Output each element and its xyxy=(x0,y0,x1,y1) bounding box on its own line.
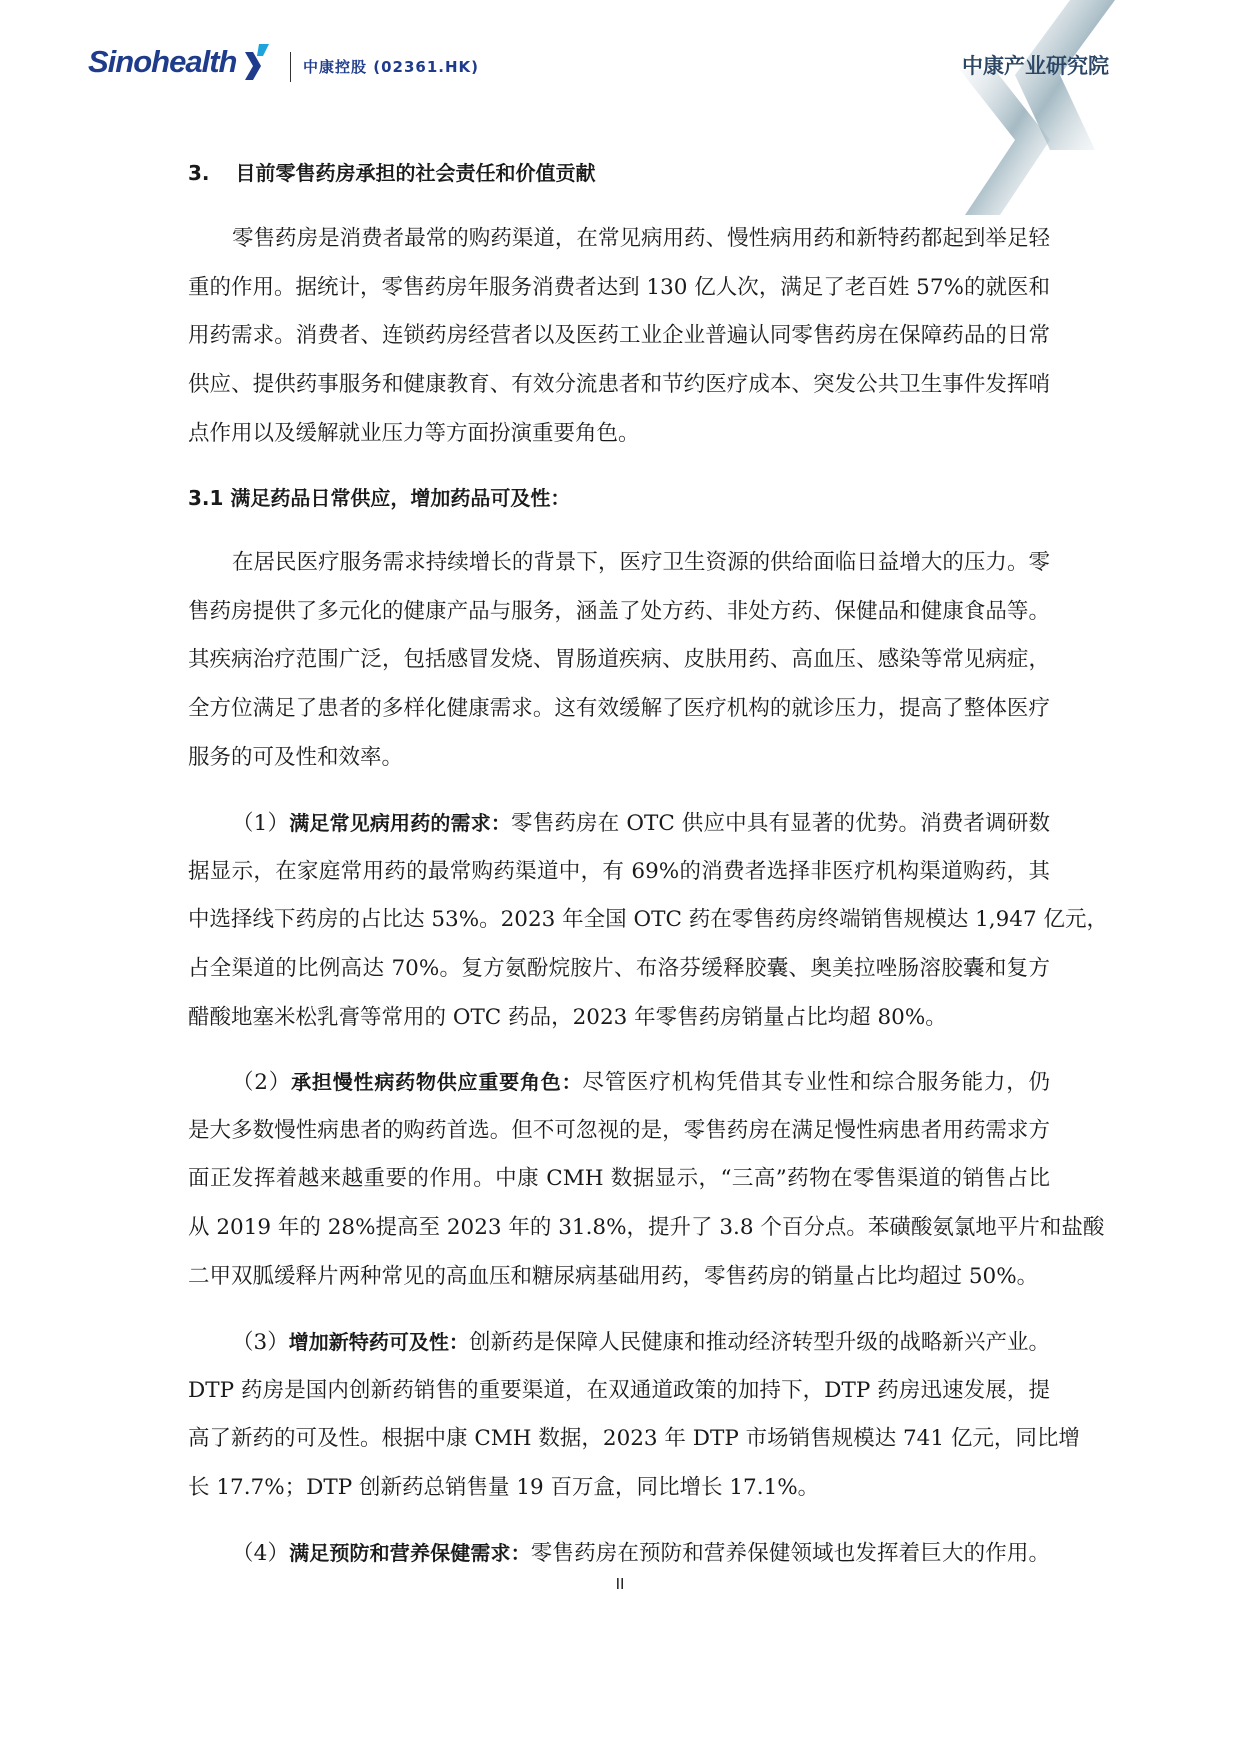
bold-lead: 满足预防和营养保健需求： xyxy=(289,1541,531,1565)
text-line: 重的作用。据统计，零售药房年服务消费者达到 130 亿人次，满足了老百姓 57%的就医和 xyxy=(188,274,1050,300)
section-title: 目前零售药房承担的社会责任和价值贡献 xyxy=(235,161,596,185)
company-ticker: 中康控股 (02361.HK) xyxy=(303,58,479,76)
institute-name: 中康产业研究院 xyxy=(962,54,1109,78)
item-number: （3） xyxy=(232,1330,289,1355)
text-line: 据显示，在家庭常用药的最常购药渠道中，有 69%的消费者选择非医疗机构渠道购药，其 xyxy=(188,858,1050,884)
text-line: 点作用以及缓解就业压力等方面扮演重要角色。 xyxy=(188,420,640,446)
text-line: 全方位满足了患者的多样化健康需求。这有效缓解了医疗机构的就诊压力，提高了整体医疗 xyxy=(188,696,1050,722)
text-line xyxy=(188,1058,1050,1107)
text-line xyxy=(188,799,1050,848)
text: 尽管医疗机构凭借其专业性和综合服务能力，仍 xyxy=(582,1070,1050,1095)
page-number: II xyxy=(615,1575,625,1593)
text-line: 供应、提供药事服务和健康教育、有效分流患者和节约医疗成本、突发公共卫生事件发挥哨 xyxy=(188,372,1050,398)
subsection-heading xyxy=(188,474,1050,523)
header-divider xyxy=(290,52,291,82)
text-line: 服务的可及性和效率。 xyxy=(188,744,404,770)
text-line: 售药房提供了多元化的健康产品与服务，涵盖了处方药、非处方药、保健品和健康食品等。 xyxy=(188,598,1050,624)
text-line: 零售药房是消费者最常的购药渠道，在常见病用药、慢性病用药和新特药都起到举足轻 xyxy=(232,226,1050,251)
text-line: 醋酸地塞米松乳膏等常用的 OTC 药品，2023 年零售药房销量占比均超 80%。 xyxy=(188,1004,947,1030)
text-line xyxy=(188,1529,1050,1578)
text-line: 其疾病治疗范围广泛，包括感冒发烧、胃肠道疾病、皮肤用药、高血压、感染等常见病症， xyxy=(188,647,1050,673)
subsection-title: 3.1 满足药品日常供应，增加药品可及性： xyxy=(188,486,571,510)
paragraph-supply xyxy=(188,539,1050,782)
bold-lead: 增加新特药可及性： xyxy=(288,1330,469,1354)
text-line: DTP 药房是国内创新药销售的重要渠道，在双通道政策的加持下，DTP 药房迅速发展，提 xyxy=(188,1377,1050,1403)
item-number: （1） xyxy=(232,811,290,836)
text-line: 从 2019 年的 28%提高至 2023 年的 31.8%，提升了 3.8 个百分点。苯磺酸氨氯地平片和盐酸 xyxy=(188,1215,1105,1241)
section-heading xyxy=(188,149,1050,198)
text-line: 二甲双胍缓释片两种常见的高血压和糖尿病基础用药，零售药房的销量占比均超过 50%。 xyxy=(188,1263,1039,1289)
item-number: （4） xyxy=(232,1541,290,1566)
text-line: 长 17.7%；DTP 创新药总销售量 19 百万盒，同比增长 17.1%。 xyxy=(188,1475,820,1501)
bold-lead: 承担慢性病药物供应重要角色： xyxy=(291,1070,583,1094)
paragraph-intro xyxy=(188,215,1050,458)
logo-chevron-icon xyxy=(245,44,275,80)
text-line: 在居民医疗服务需求持续增长的背景下，医疗卫生资源的供给面临日益增大的压力。零 xyxy=(232,550,1050,575)
sinohealth-logo: Sinohealth xyxy=(88,44,237,79)
item-number: （2） xyxy=(232,1070,292,1095)
text-line: 高了新药的可及性。根据中康 CMH 数据，2023 年 DTP 市场销售规模达 741 亿元，同比增 xyxy=(188,1426,1080,1452)
text-line: 是大多数慢性病患者的购药首选。但不可忽视的是，零售药房在满足慢性病患者用药需求方 xyxy=(188,1117,1050,1143)
text-line: 占全渠道的比例高达 70%。复方氨酚烷胺片、布洛芬缓释胶囊、奥美拉唑肠溶胶囊和复方 xyxy=(188,956,1050,982)
paragraph-new-drugs xyxy=(188,1318,1080,1513)
text: 零售药房在预防和营养保健领域也发挥着巨大的作用。 xyxy=(530,1541,1051,1566)
section-number: 3. xyxy=(188,161,210,185)
paragraph-common-disease xyxy=(188,799,1108,1042)
text-line: 用药需求。消费者、连锁药房经营者以及医药工业企业普遍认同零售药房在保障药品的日常 xyxy=(188,323,1050,349)
paragraph-chronic-disease xyxy=(188,1058,1105,1301)
text: 零售药房在 OTC 供应中具有显著的优势。消费者调研数 xyxy=(511,811,1051,836)
text-line xyxy=(188,1318,1050,1367)
bold-lead: 满足常见病用药的需求： xyxy=(289,811,512,835)
text-line: 面正发挥着越来越重要的作用。中康 CMH 数据显示，“三高”药物在零售渠道的销售占比 xyxy=(188,1166,1050,1192)
text-line: 中选择线下药房的占比达 53%。2023 年全国 OTC 药在零售药房终端销售规模达 1,947 亿元， xyxy=(188,907,1108,933)
paragraph-prevention xyxy=(188,1529,1050,1578)
text: 创新药是保障人民健康和推动经济转型升级的战略新兴产业。 xyxy=(468,1330,1051,1355)
